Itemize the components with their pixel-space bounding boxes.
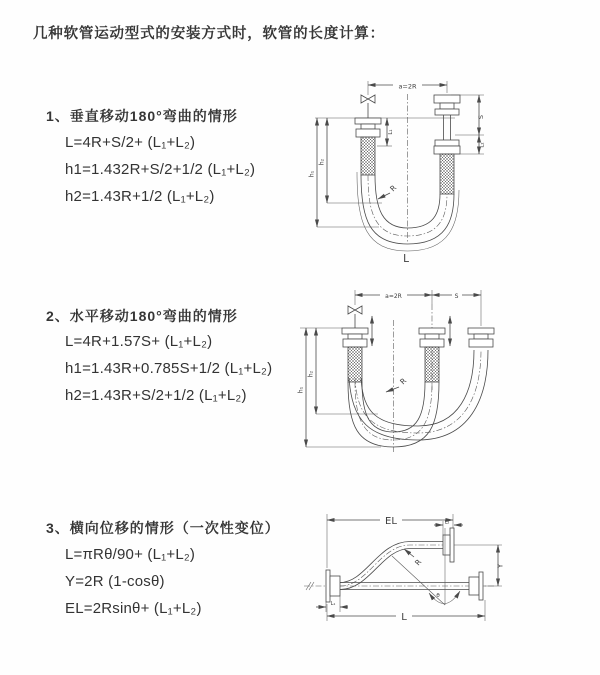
dim-label-a2r: a=2R xyxy=(385,293,402,301)
section1-formula-L: L=4R+S/2+ (L₁+L₂) xyxy=(65,134,196,151)
valve-icon xyxy=(361,95,375,118)
middle-hose-fitting xyxy=(419,328,445,382)
dim-label-a2r: a=2R xyxy=(398,82,417,91)
dim-label-h1: h₁ xyxy=(308,170,316,178)
section1-formula-h2: h2=1.43R+1/2 (L₁+L₂) xyxy=(65,188,215,205)
length-label: L xyxy=(401,612,407,623)
diagram-horizontal-180-bend xyxy=(296,280,598,456)
section1-heading: 1、垂直移动180°弯曲的情形 xyxy=(46,108,238,124)
dim-label-s: S xyxy=(454,293,459,301)
displaced-end-flange xyxy=(443,528,454,562)
diagram-lateral-offset xyxy=(296,498,598,644)
left-hose-fitting xyxy=(342,328,368,382)
valve-icon xyxy=(348,306,362,328)
left-hose-fitting xyxy=(355,118,381,175)
dim-label-y: Y xyxy=(496,563,505,569)
section3-formula-Y: Y=2R (1-cosθ) xyxy=(65,573,165,590)
dim-label-s: S xyxy=(477,114,485,120)
hose-u-bend-position2 xyxy=(349,350,488,440)
dim-label-h2: h₂ xyxy=(318,158,326,166)
section3-formula-L: L=πRθ/90+ (L₁+L₂) xyxy=(65,546,196,563)
section3-formula-EL: EL=2Rsinθ+ (L₁+L₂) xyxy=(65,600,202,617)
page-title: 几种软管运动型式的安装方式时，软管的长度计算： xyxy=(33,26,385,42)
section2-formula-L: L=4R+1.57S+ (L₁+L₂) xyxy=(65,333,213,350)
dim-label-h1: h₁ xyxy=(297,386,305,394)
section2-heading: 2、水平移动180°弯曲的情形 xyxy=(46,308,238,324)
dim-label-h2: h₂ xyxy=(307,370,315,378)
radius-label: R xyxy=(398,376,409,387)
section2-formula-h1: h1=1.43R+0.785S+1/2 (L₁+L₂) xyxy=(65,360,273,377)
length-label: L xyxy=(403,253,409,265)
radius-label: R xyxy=(412,557,424,568)
angle-label: θ xyxy=(436,593,440,599)
moved-hose-fitting xyxy=(468,328,494,347)
section2-formula-h2: h2=1.43R+S/2+1/2 (L₁+L₂) xyxy=(65,387,247,404)
diagram-vertical-180-bend xyxy=(303,72,595,266)
radius-label: R xyxy=(388,183,399,194)
original-end-flange xyxy=(469,572,483,600)
fixed-end-flange xyxy=(326,570,340,602)
dim-label-el: EL xyxy=(385,516,397,527)
dim-label-l1: L₁ xyxy=(388,129,394,135)
dim-label-l1: L₁ xyxy=(330,601,336,607)
right-hose-fitting xyxy=(434,95,460,194)
section1-formula-h1: h1=1.432R+S/2+1/2 (L₁+L₂) xyxy=(65,161,256,178)
dim-label-l2: L₂ xyxy=(444,519,450,526)
section3-heading: 3、横向位移的情形（一次性变位） xyxy=(46,520,280,536)
dim-label-l2: L₂ xyxy=(479,142,486,148)
